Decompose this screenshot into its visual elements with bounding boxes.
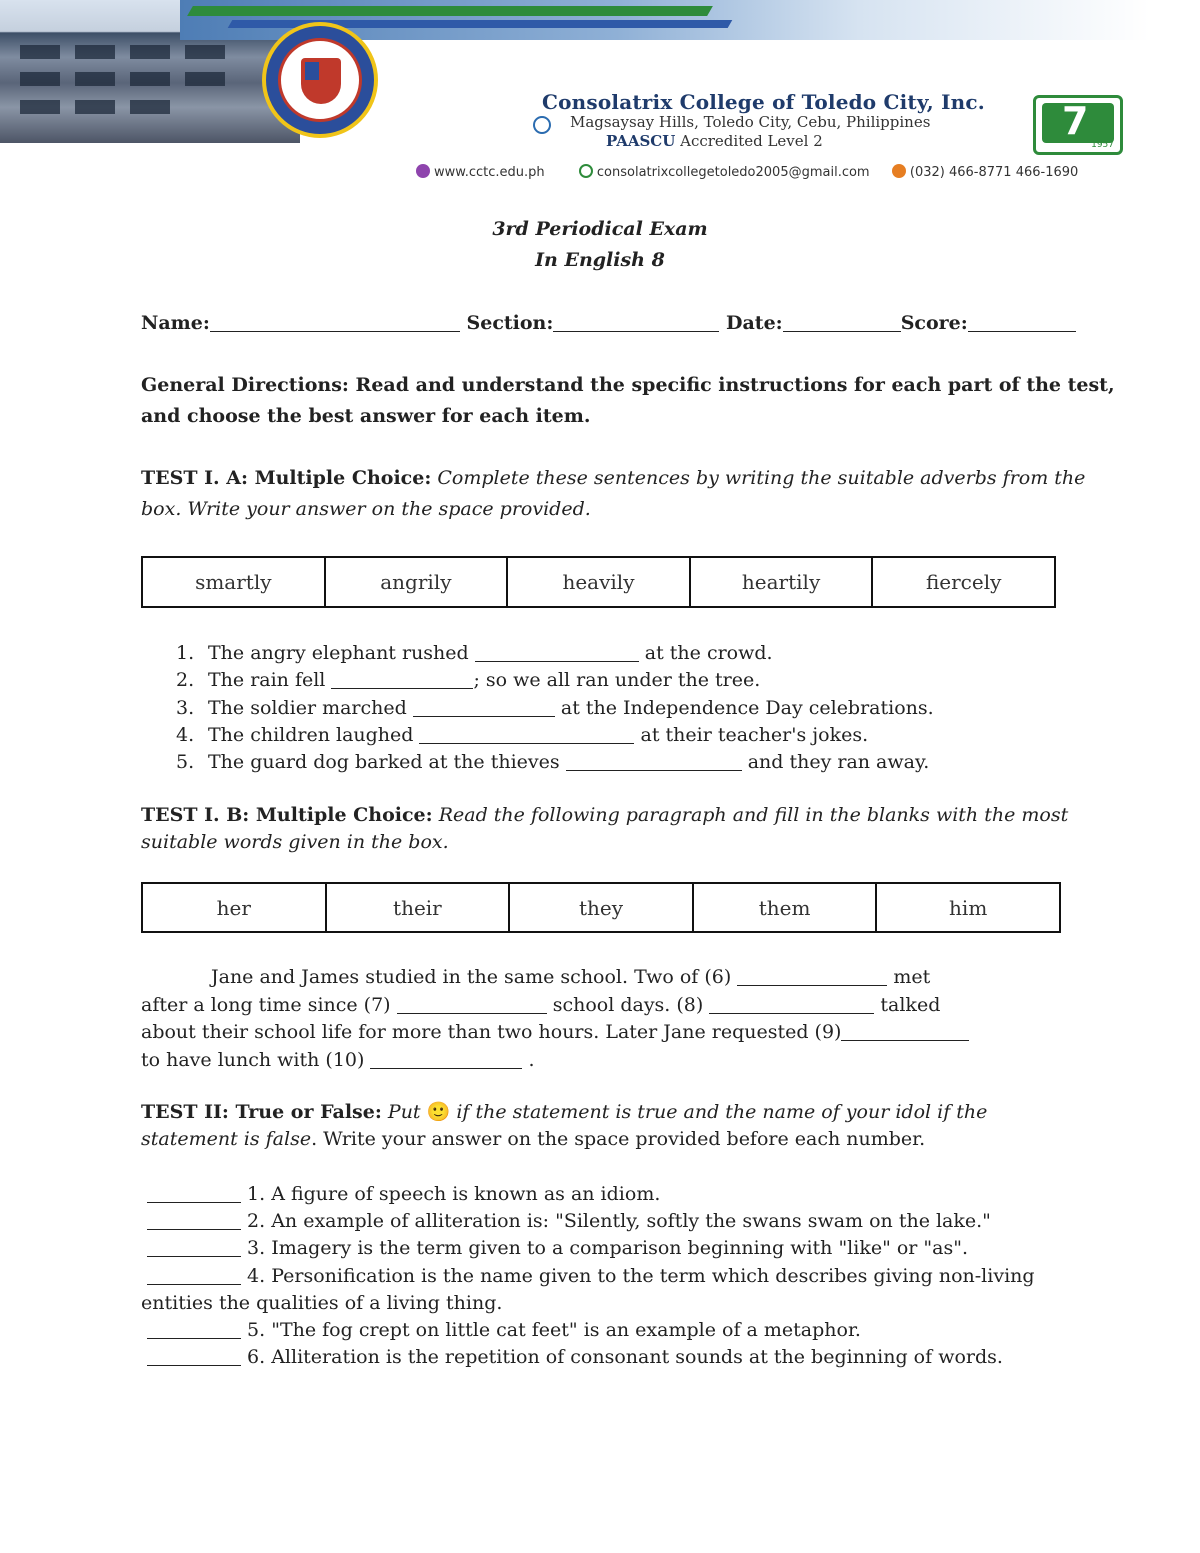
phone-number: (032) 466-8771 466-1690	[909, 165, 1079, 180]
answer-blank[interactable]	[841, 1021, 969, 1041]
word-cell: they	[510, 884, 694, 931]
answer-blank[interactable]	[709, 994, 874, 1014]
date-label: Date:	[726, 312, 783, 334]
test2-label: TEST II: True or False:	[141, 1101, 382, 1123]
college-accreditation	[606, 132, 823, 150]
score-blank[interactable]	[968, 312, 1076, 332]
word-cell: him	[949, 895, 988, 920]
answer-blank[interactable]	[147, 1319, 241, 1339]
test1b-instruction-line2: suitable words given in the box.	[141, 831, 449, 853]
word-cell: heartily	[691, 558, 874, 606]
answer-blank[interactable]	[737, 966, 887, 986]
list-item: 2. The rain fell ; so we all ran under the tree.	[176, 669, 761, 692]
test1a-items	[176, 640, 934, 776]
student-info-row	[141, 310, 1076, 337]
email-icon	[579, 164, 593, 178]
date-blank[interactable]	[783, 312, 901, 332]
exam-title: 3rd Periodical Exam	[492, 218, 708, 240]
word-cell: fiercely	[925, 570, 1002, 594]
test1b-paragraph: Jane and James studied in the same school. Two of (6) met after a long time since (7) school days. (8) talked about their school life for more than two hours. Later Jane requested (9) to have lunch with (10) .	[141, 964, 969, 1074]
phone-icon	[892, 164, 906, 178]
answer-blank[interactable]	[370, 1049, 522, 1069]
test2-items	[141, 1181, 1035, 1371]
list-item: 1. The angry elephant rushed at the crowd.	[176, 642, 773, 664]
list-item-continuation: entities the qualities of a living thing.	[141, 1291, 503, 1314]
test1b-heading	[141, 802, 1068, 829]
list-item: 5. "The fog crept on little cat feet" is an example of a metaphor.	[141, 1317, 1035, 1344]
list-item: 4. Personification is the name given to the term which describes giving non-living	[141, 1263, 1035, 1290]
name-blank[interactable]	[210, 312, 460, 332]
answer-blank[interactable]	[419, 724, 634, 744]
list-item: 2. An example of alliteration is: "Silently, softly the swans swam on the lake."	[141, 1208, 1035, 1235]
answer-blank[interactable]	[566, 751, 742, 771]
college-seal-logo	[262, 22, 378, 138]
test1a-instruction-line1: Complete these sentences by writing the suitable adverbs from the	[437, 467, 1086, 489]
answer-blank[interactable]	[147, 1265, 241, 1285]
answer-blank[interactable]	[475, 642, 639, 662]
answer-blank[interactable]	[413, 697, 555, 717]
general-directions-line1: General Directions: Read and understand the specific instructions for each part of the test,	[141, 374, 1115, 396]
college-address: Magsaysay Hills, Toledo City, Cebu, Philippines	[570, 113, 931, 131]
website-link[interactable]: www.cctc.edu.ph	[434, 165, 545, 180]
accreditation-label: PAASCU	[606, 132, 676, 150]
logo-year: 1957	[1091, 140, 1114, 150]
list-item: 3. The soldier marched at the Independence Day celebrations.	[176, 696, 934, 719]
word-cell: them	[694, 884, 878, 931]
answer-blank[interactable]	[147, 1237, 241, 1257]
test1b-word-box	[141, 882, 1061, 933]
list-item: 6. Alliteration is the repetition of consonant sounds at the beginning of words.	[141, 1344, 1035, 1371]
word-cell: her	[143, 884, 327, 931]
location-icon	[533, 116, 551, 134]
test2-heading: TEST II: True or False: Put 🙂 if the statement is true and the name of your idol if the	[141, 1101, 988, 1123]
college-name: Consolatrix College of Toledo City, Inc.	[542, 90, 985, 114]
anniversary-logo	[1033, 95, 1123, 155]
section-blank[interactable]	[553, 312, 719, 332]
test1b-instruction-line1: Read the following paragraph and fill in the blanks with the most	[438, 804, 1069, 826]
list-item: 4. The children laughed at their teacher's jokes.	[176, 723, 869, 746]
banner-green-stripe	[187, 6, 713, 16]
list-item: 5. The guard dog barked at the thieves and they ran away.	[176, 751, 930, 774]
test2-instruction-line2: statement is false. Write your answer on the space provided before each number.	[141, 1128, 926, 1150]
answer-blank[interactable]	[147, 1346, 241, 1366]
word-cell: heavily	[508, 558, 691, 606]
test1a-label: TEST I. A: Multiple Choice:	[141, 467, 432, 489]
test1a-instruction-line2: box. Write your answer on the space provided.	[141, 498, 591, 520]
answer-blank[interactable]	[331, 669, 473, 689]
list-item: 1. A figure of speech is known as an idiom.	[141, 1181, 1035, 1208]
exam-subject: In English 8	[535, 249, 665, 271]
contact-row	[416, 164, 1078, 180]
general-directions-line2: and choose the best answer for each item.	[141, 405, 591, 427]
email-link[interactable]: consolatrixcollegetoledo2005@gmail.com	[596, 165, 870, 180]
word-cell: their	[327, 884, 511, 931]
test1a-heading	[141, 465, 1085, 492]
answer-blank[interactable]	[147, 1210, 241, 1230]
accreditation-text: Accredited Level 2	[680, 132, 823, 150]
score-label: Score:	[900, 312, 968, 334]
answer-blank[interactable]	[397, 994, 547, 1014]
word-cell: smartly	[143, 558, 326, 606]
list-item: 3. Imagery is the term given to a comparison beginning with "like" or "as".	[141, 1235, 1035, 1262]
section-label: Section:	[466, 312, 554, 334]
smiley-icon: 🙂	[426, 1101, 451, 1123]
word-cell: angrily	[326, 558, 509, 606]
test1a-word-box	[141, 556, 1056, 608]
name-label: Name:	[141, 312, 210, 334]
answer-blank[interactable]	[147, 1183, 241, 1203]
test1b-label: TEST I. B: Multiple Choice:	[141, 804, 433, 826]
globe-icon	[416, 164, 430, 178]
